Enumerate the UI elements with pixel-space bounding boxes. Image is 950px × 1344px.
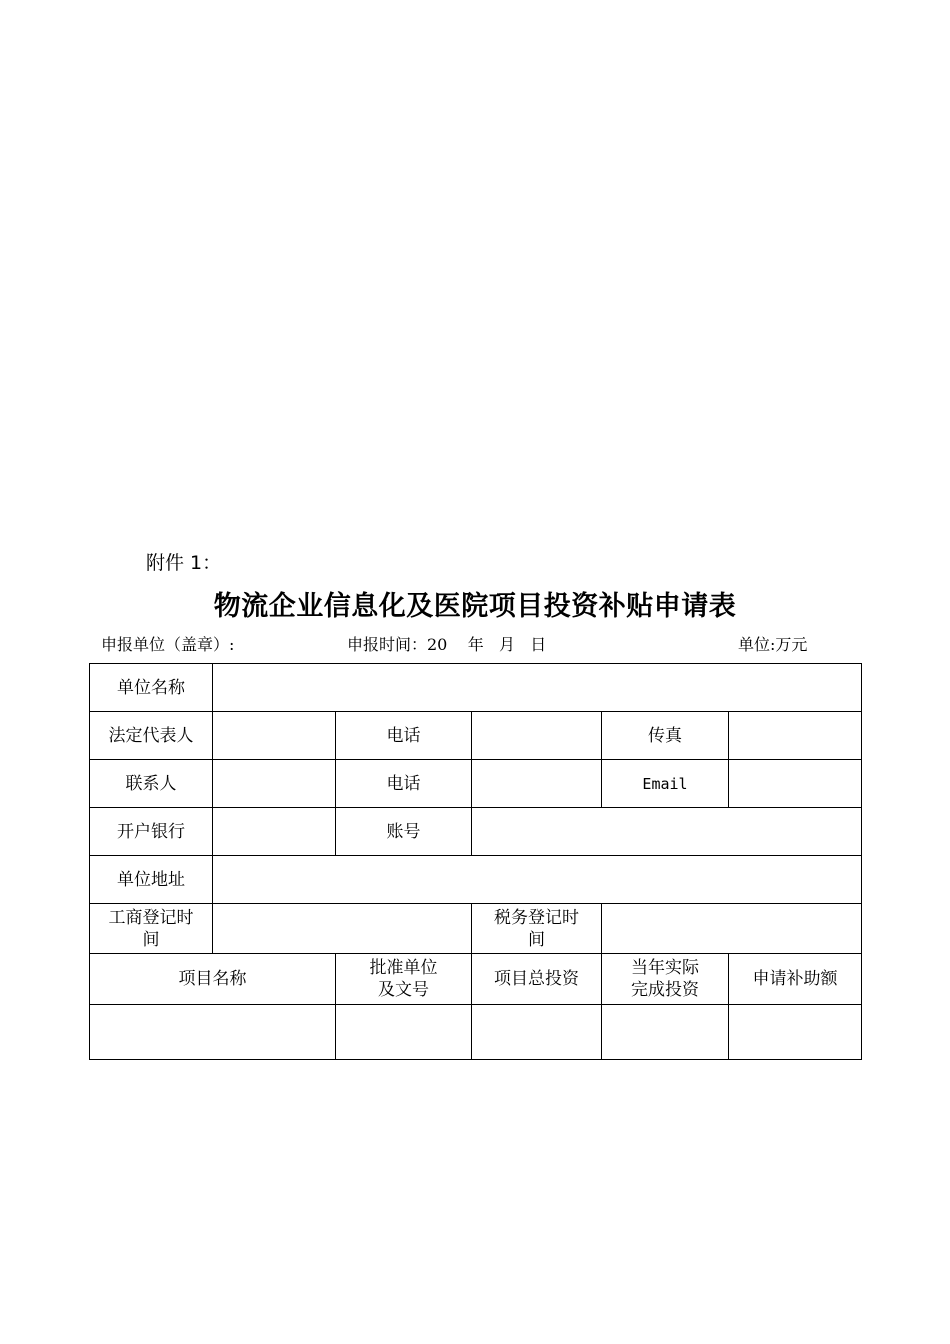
email-value[interactable]	[729, 760, 862, 808]
subsidy-request-value[interactable]	[729, 1005, 862, 1060]
applicant-label: 申报单位（盖章）:	[101, 635, 235, 654]
application-form-table	[89, 663, 862, 1060]
approval-header: 批准单位 及文号	[336, 954, 472, 1005]
attachment-label: 附件 1：	[146, 552, 222, 574]
legal-rep-phone-value[interactable]	[472, 712, 602, 760]
subsidy-request-header: 申请补助额	[729, 954, 862, 1005]
address-label: 单位地址	[90, 856, 213, 904]
row-bank	[90, 808, 862, 856]
fax-value[interactable]	[729, 712, 862, 760]
form-title: 物流企业信息化及医院项目投资补贴申请表	[213, 591, 737, 622]
currency-label: 单位:万元	[738, 635, 808, 654]
row-contact	[90, 760, 862, 808]
account-label: 账号	[336, 808, 472, 856]
address-value[interactable]	[213, 856, 862, 904]
row-registration	[90, 904, 862, 954]
row-address	[90, 856, 862, 904]
fax-label: 传真	[602, 712, 729, 760]
total-investment-value[interactable]	[472, 1005, 602, 1060]
contact-value[interactable]	[213, 760, 336, 808]
date-label: 申报时间：20 年 月 日	[347, 635, 547, 654]
unit-name-value[interactable]	[213, 664, 862, 712]
contact-label: 联系人	[90, 760, 213, 808]
tax-reg-value[interactable]	[602, 904, 862, 954]
email-label: Email	[602, 760, 729, 808]
actual-investment-value[interactable]	[602, 1005, 729, 1060]
legal-rep-phone-label: 电话	[336, 712, 472, 760]
row-legal-rep	[90, 712, 862, 760]
project-name-header: 项目名称	[90, 954, 336, 1005]
business-reg-value[interactable]	[213, 904, 472, 954]
account-value[interactable]	[472, 808, 862, 856]
row-unit-name	[90, 664, 862, 712]
legal-rep-value[interactable]	[213, 712, 336, 760]
tax-reg-label: 税务登记时 间	[472, 904, 602, 954]
contact-phone-value[interactable]	[472, 760, 602, 808]
project-name-value[interactable]	[90, 1005, 336, 1060]
unit-name-label: 单位名称	[90, 664, 213, 712]
approval-value[interactable]	[336, 1005, 472, 1060]
actual-investment-header: 当年实际 完成投资	[602, 954, 729, 1005]
bank-value[interactable]	[213, 808, 336, 856]
contact-phone-label: 电话	[336, 760, 472, 808]
row-project-entry	[90, 1005, 862, 1060]
business-reg-label: 工商登记时 间	[90, 904, 213, 954]
legal-rep-label: 法定代表人	[90, 712, 213, 760]
total-investment-header: 项目总投资	[472, 954, 602, 1005]
row-project-headers	[90, 954, 862, 1005]
bank-label: 开户银行	[90, 808, 213, 856]
